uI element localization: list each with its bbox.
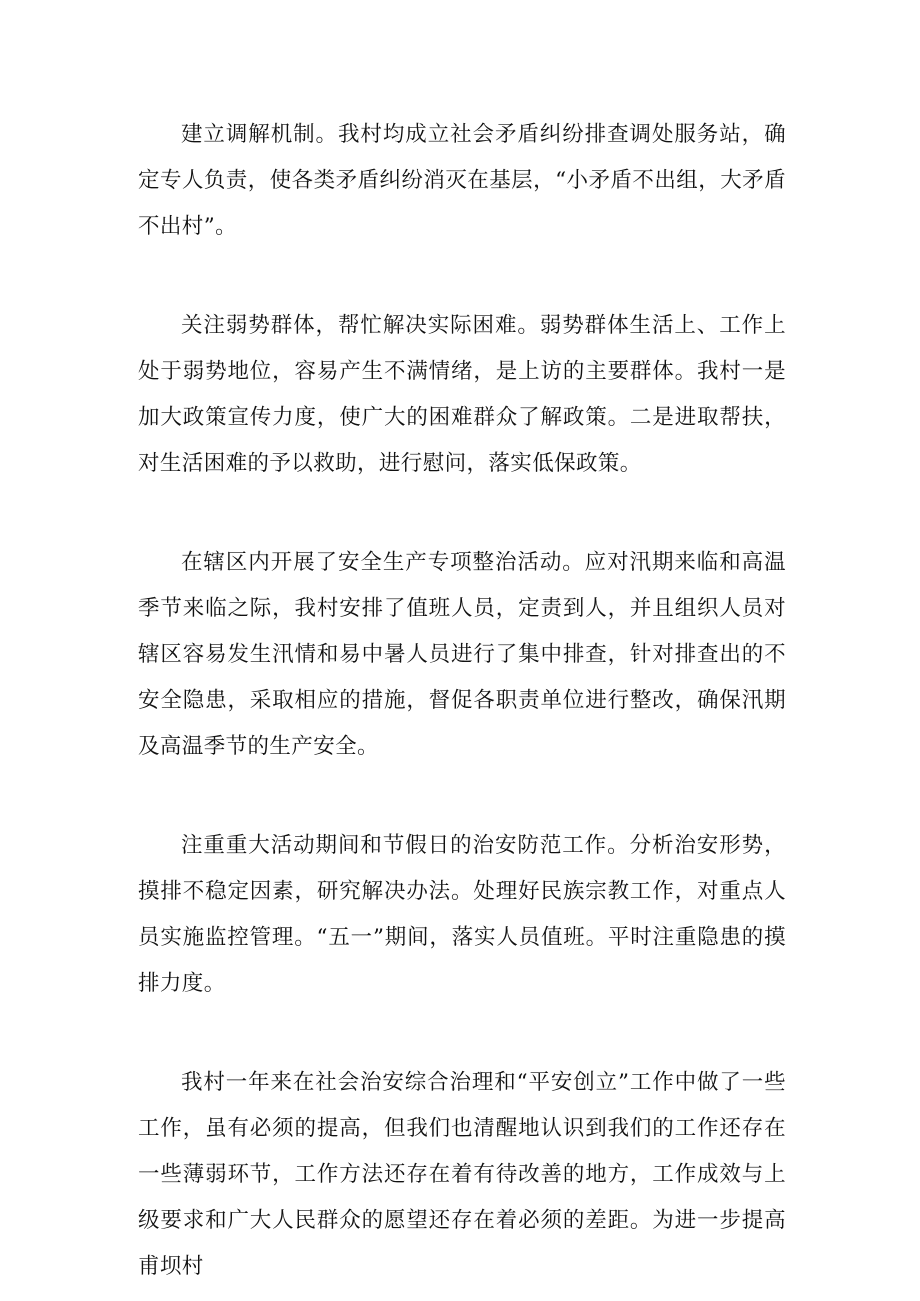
paragraph-annual-summary: 我村一年来在社会治安综合治理和“平安创立”工作中做了一些工作，虽有必须的提高，但我们也清醒地认识到我们的工作还存在一些薄弱环节，工作方法还存在着有待改善的地方，工作成效与上级要求和广大人民群众的愿望还存在着必须的差距。为进一步提高甫坝村 bbox=[138, 1070, 786, 1279]
paragraph-safety-campaign: 在辖区内开展了安全生产专项整治活动。应对汛期来临和高温季节来临之际，我村安排了值班人员，定责到人，并且组织人员对辖区容易发生汛情和易中暑人员进行了集中排查，针对排查出的不安全隐患，采取相应的措施，督促各职责单位进行整改，确保汛期及高温季节的生产安全。 bbox=[138, 550, 786, 759]
paragraph-mediation-mechanism: 建立调解机制。我村均成立社会矛盾纠纷排查调处服务站，确定专人负责，使各类矛盾纠纷消灭在基层，“小矛盾不出组，大矛盾不出村”。 bbox=[138, 122, 786, 239]
paragraph-holiday-security: 注重重大活动期间和节假日的治安防范工作。分析治安形势，摸排不稳定因素，研究解决办法。处理好民族宗教工作，对重点人员实施监控管理。“五一”期间，落实人员值班。平时注重隐患的摸排力度。 bbox=[138, 833, 786, 996]
document-body bbox=[138, 112, 786, 1290]
paragraph-vulnerable-groups: 关注弱势群体，帮忙解决实际困难。弱势群体生活上、工作上处于弱势地位，容易产生不满情绪，是上访的主要群体。我村一是加大政策宣传力度，使广大的困难群众了解政策。二是进取帮扶，对生活困难的予以救助，进行慰问，落实低保政策。 bbox=[138, 313, 786, 476]
